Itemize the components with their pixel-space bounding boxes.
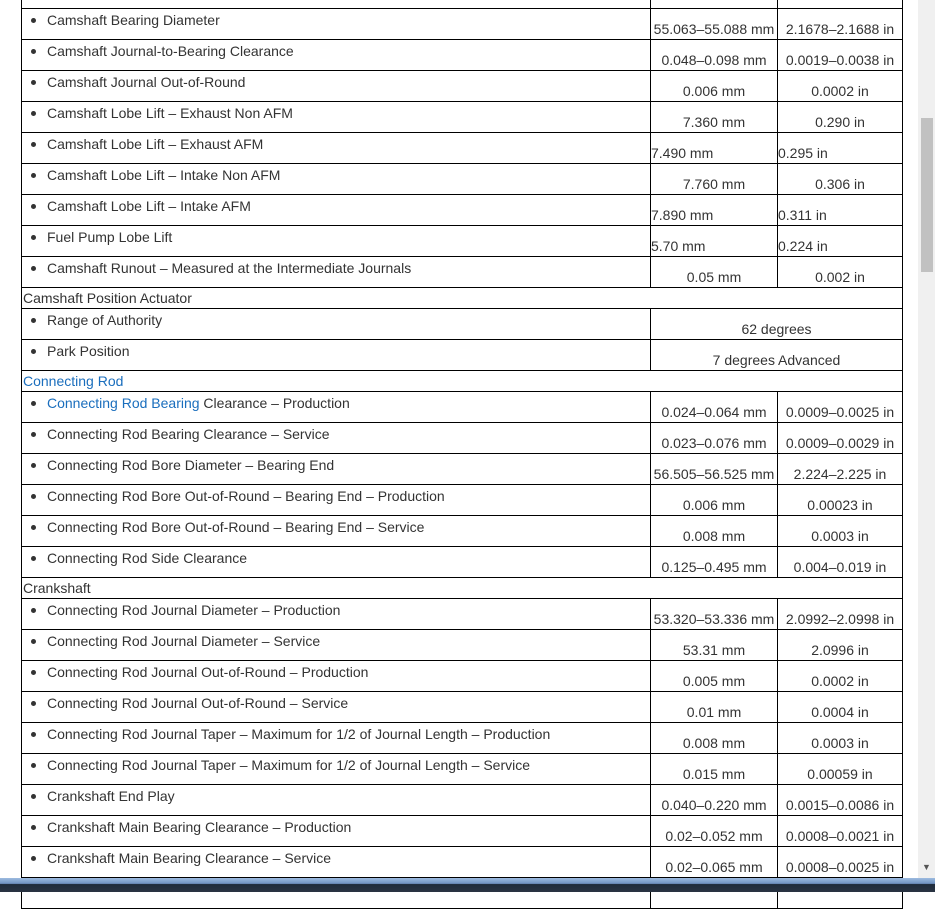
spec-label (47, 257, 650, 276)
spec-label (47, 133, 650, 152)
engine-spec-table (21, 0, 903, 909)
spec-label-cell (22, 423, 651, 454)
value-in: 2.0996 in (778, 630, 903, 661)
spec-label-cell (22, 723, 651, 754)
value-in: 0.0003 in (778, 516, 903, 547)
spec-label (47, 40, 650, 59)
spec-label-text: Camshaft Journal Out-of-Round (47, 74, 246, 90)
value-mm: 5.70 mm (651, 226, 778, 257)
vertical-scrollbar[interactable] (918, 0, 935, 878)
value-in: 0.0002 in (778, 71, 903, 102)
value-mm: 0.02–0.052 mm (651, 816, 778, 847)
spec-label (47, 630, 650, 649)
value-mm: 0.048–0.098 mm (651, 40, 778, 71)
table-row (22, 692, 903, 723)
spec-label-cell (22, 692, 651, 723)
table-row (22, 392, 903, 423)
spec-label-cell (22, 9, 651, 40)
value-mm: 7.360 mm (651, 102, 778, 133)
spec-label-cell (22, 485, 651, 516)
table-row (22, 516, 903, 547)
value-mm: 7.890 mm (651, 195, 778, 226)
spec-label-text: Camshaft Runout – Measured at the Intermediate Journals (47, 260, 412, 276)
section-title: Camshaft Position Actuator (23, 290, 192, 306)
spec-label (47, 847, 650, 866)
value-in: 0.306 in (778, 164, 903, 195)
spec-label (47, 195, 650, 214)
spec-label (47, 661, 650, 680)
scrollbar-thumb[interactable] (921, 118, 933, 272)
spec-label (47, 164, 650, 183)
spec-label-text: Connecting Rod Journal Out-of-Round – Service (47, 695, 349, 711)
taskbar (0, 878, 935, 892)
spec-label-cell (22, 71, 651, 102)
spec-label-cell (22, 195, 651, 226)
table-row (22, 309, 903, 340)
section-link[interactable]: Connecting Rod (23, 373, 124, 389)
table-row (22, 340, 903, 371)
section-title: Crankshaft (23, 580, 91, 596)
spec-value: 62 degrees (651, 309, 903, 340)
spec-label (47, 102, 650, 121)
spec-label-text: Connecting Rod Journal Diameter – Production (47, 602, 341, 618)
value-mm: 55.063–55.088 mm (651, 9, 778, 40)
spec-link[interactable]: Connecting Rod Bearing (47, 395, 200, 411)
value-in: 0.00059 in (778, 754, 903, 785)
scroll-down-arrow-icon[interactable]: ▼ (922, 862, 931, 872)
spec-label (47, 692, 650, 711)
table-row (22, 485, 903, 516)
spec-label-cell (22, 661, 651, 692)
spec-label (47, 785, 650, 804)
table-row (22, 164, 903, 195)
spec-label: Range of Authority (47, 309, 650, 328)
value-mm: 0.024–0.064 mm (651, 392, 778, 423)
spec-label-text: Connecting Rod Journal Out-of-Round – Production (47, 664, 369, 680)
value-mm: 56.505–56.525 mm (651, 454, 778, 485)
value-mm: 7.760 mm (651, 164, 778, 195)
spec-label-cell (22, 599, 651, 630)
value-in: 2.1678–2.1688 in (778, 9, 903, 40)
value-mm: 0.01 mm (651, 692, 778, 723)
spec-label-text: Crankshaft Main Bearing Clearance – Service (47, 850, 332, 866)
value-mm: 0.008 mm (651, 723, 778, 754)
spec-label-cell (22, 454, 651, 485)
value-in: 0.0019–0.0038 in (778, 40, 903, 71)
value-in: 0.290 in (778, 102, 903, 133)
table-row (22, 102, 903, 133)
value-mm: 0.015 mm (651, 754, 778, 785)
spec-label-cell (22, 630, 651, 661)
spec-label (47, 485, 650, 504)
spec-label (47, 226, 650, 245)
spec-label-cell (22, 392, 651, 423)
table-row (22, 226, 903, 257)
value-in (778, 0, 903, 9)
spec-label-text: Connecting Rod Bore Out-of-Round – Bearing End – Service (47, 519, 425, 535)
value-in: 0.0008–0.0021 in (778, 816, 903, 847)
value-in: 2.0992–2.0998 in (778, 599, 903, 630)
value-mm: 0.008 mm (651, 516, 778, 547)
spec-table-container (21, 0, 903, 909)
spec-label-text: Camshaft Lobe Lift – Intake AFM (47, 198, 251, 214)
spec-label-text: Connecting Rod Bore Diameter – Bearing End (47, 457, 335, 473)
spec-label-cell (22, 133, 651, 164)
value-in: 0.224 in (778, 226, 903, 257)
spec-label-cell (22, 102, 651, 133)
table-row (22, 195, 903, 226)
spec-label-text: Clearance – Production (199, 395, 350, 411)
spec-label-cell (22, 340, 651, 371)
value-in: 2.224–2.225 in (778, 454, 903, 485)
section-header-row (22, 578, 903, 599)
spec-label-text: Camshaft Lobe Lift – Exhaust Non AFM (47, 105, 293, 121)
spec-label-text: Camshaft Lobe Lift – Exhaust AFM (47, 136, 264, 152)
spec-label-cell (22, 40, 651, 71)
spec-label-cell (22, 547, 651, 578)
spec-label-text: Connecting Rod Bearing Clearance – Service (47, 426, 330, 442)
table-row (22, 9, 903, 40)
spec-label-cell (22, 164, 651, 195)
section-header (22, 371, 903, 392)
section-header (22, 578, 903, 599)
spec-label (47, 454, 650, 473)
value-mm (651, 0, 778, 9)
spec-label-text: Fuel Pump Lobe Lift (47, 229, 173, 245)
table-row (22, 133, 903, 164)
section-header-row (22, 288, 903, 309)
table-row (22, 754, 903, 785)
table-row (22, 847, 903, 878)
spec-label-cell (22, 847, 651, 878)
table-row (22, 40, 903, 71)
table-row (22, 423, 903, 454)
table-row (22, 723, 903, 754)
spec-label-cell (22, 226, 651, 257)
table-row (22, 661, 903, 692)
spec-label-text: Connecting Rod Journal Diameter – Service (47, 633, 321, 649)
spec-label (47, 816, 650, 835)
value-mm: 0.005 mm (651, 661, 778, 692)
table-row (22, 599, 903, 630)
table-row (22, 785, 903, 816)
spec-label-text: Connecting Rod Side Clearance (47, 550, 248, 566)
spec-label-cell (22, 785, 651, 816)
value-in: 0.0003 in (778, 723, 903, 754)
spec-label-cell (22, 309, 651, 340)
spec-label (47, 392, 650, 411)
spec-label-cell (22, 516, 651, 547)
table-row (22, 0, 903, 9)
spec-label-text: Connecting Rod Journal Taper – Maximum for 1/2 of Journal Length – Production (47, 726, 551, 742)
table-row (22, 816, 903, 847)
table-row (22, 71, 903, 102)
spec-label: Park Position (47, 340, 650, 359)
value-in: 0.0009–0.0025 in (778, 392, 903, 423)
value-mm: 0.006 mm (651, 485, 778, 516)
value-in: 0.004–0.019 in (778, 547, 903, 578)
table-row (22, 547, 903, 578)
spec-label (47, 723, 650, 742)
spec-label (47, 71, 650, 90)
spec-label-text: Camshaft Lobe Lift – Intake Non AFM (47, 167, 281, 183)
spec-label-cell (22, 816, 651, 847)
spec-label-text: Crankshaft End Play (47, 788, 175, 804)
value-in: 0.0002 in (778, 661, 903, 692)
value-mm: 7.490 mm (651, 133, 778, 164)
section-header-row (22, 371, 903, 392)
value-mm: 0.02–0.065 mm (651, 847, 778, 878)
spec-label-text: Camshaft Bearing Diameter (47, 12, 220, 28)
value-mm: 0.023–0.076 mm (651, 423, 778, 454)
value-in: 0.0008–0.0025 in (778, 847, 903, 878)
spec-label (47, 547, 650, 566)
spec-label-cell (22, 0, 651, 9)
value-in: 0.002 in (778, 257, 903, 288)
spec-label (47, 754, 650, 773)
spec-value: 7 degrees Advanced (651, 340, 903, 371)
value-in: 0.00023 in (778, 485, 903, 516)
value-mm: 0.05 mm (651, 257, 778, 288)
value-in: 0.295 in (778, 133, 903, 164)
value-in: 0.0015–0.0086 in (778, 785, 903, 816)
spec-label (47, 599, 650, 618)
value-mm: 0.125–0.495 mm (651, 547, 778, 578)
spec-label (47, 516, 650, 535)
spec-label-text: Crankshaft Main Bearing Clearance – Production (47, 819, 352, 835)
spec-label-cell (22, 257, 651, 288)
table-row (22, 630, 903, 661)
value-mm: 53.320–53.336 mm (651, 599, 778, 630)
section-header (22, 288, 903, 309)
table-row (22, 257, 903, 288)
value-mm: 0.040–0.220 mm (651, 785, 778, 816)
value-in: 0.0009–0.0029 in (778, 423, 903, 454)
spec-label (47, 423, 650, 442)
value-mm: 53.31 mm (651, 630, 778, 661)
spec-label-text: Camshaft Journal-to-Bearing Clearance (47, 43, 294, 59)
spec-label (47, 9, 650, 28)
value-mm: 0.006 mm (651, 71, 778, 102)
value-in: 0.311 in (778, 195, 903, 226)
spec-label-text: Connecting Rod Journal Taper – Maximum for 1/2 of Journal Length – Service (47, 757, 531, 773)
spec-label-text: Connecting Rod Bore Out-of-Round – Bearing End – Production (47, 488, 445, 504)
value-in: 0.0004 in (778, 692, 903, 723)
spec-label-cell (22, 754, 651, 785)
table-row (22, 454, 903, 485)
